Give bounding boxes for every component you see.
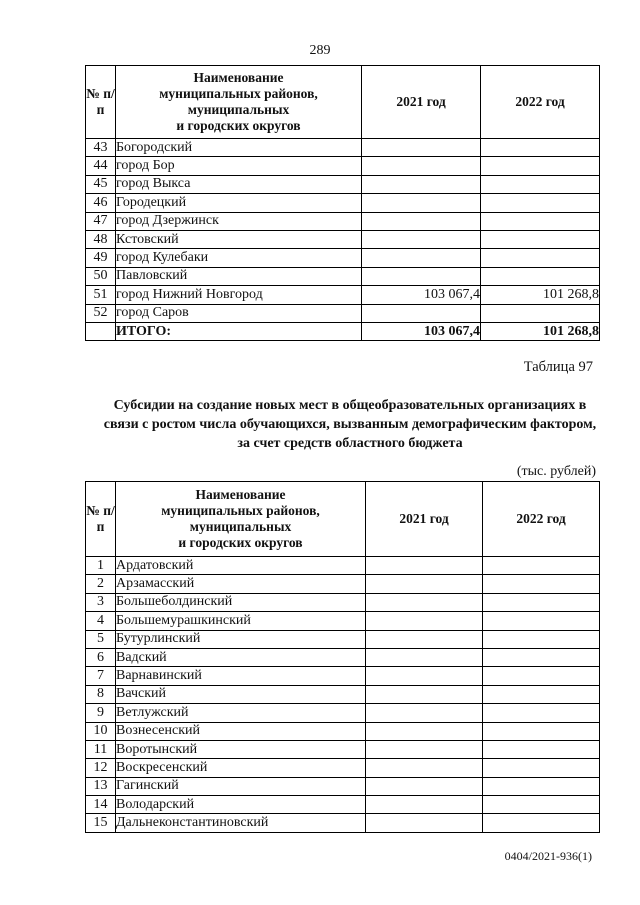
table-row: [86, 304, 600, 322]
value-2021: [362, 267, 481, 285]
municipality-name: город Выкса: [116, 175, 362, 193]
table-row: [86, 777, 600, 795]
row-number: 13: [86, 777, 116, 795]
table-row: [86, 157, 600, 175]
table-municipal-totals: [85, 65, 600, 341]
value-2021: [366, 575, 483, 593]
row-number: 45: [86, 175, 116, 193]
value-2021: [362, 249, 481, 267]
row-number: 43: [86, 139, 116, 157]
row-number: 50: [86, 267, 116, 285]
value-2022: [481, 304, 600, 322]
value-2022: [481, 249, 600, 267]
municipality-name: Большеболдинский: [116, 593, 366, 611]
value-2022: [481, 194, 600, 212]
row-number: 4: [86, 612, 116, 630]
units-label: (тыс. рублей): [516, 464, 596, 479]
row-number: 52: [86, 304, 116, 322]
table-header: [86, 482, 600, 557]
value-2021: [366, 740, 483, 758]
value-2021: [362, 157, 481, 175]
row-number: 49: [86, 249, 116, 267]
municipality-name: Гагинский: [116, 777, 366, 795]
table-subsidies: [85, 481, 600, 833]
table-header: [86, 66, 600, 139]
table-row: [86, 814, 600, 832]
table-total-row: [86, 322, 600, 340]
value-2021: [362, 230, 481, 248]
table-row: [86, 648, 600, 666]
value-2022: [483, 630, 600, 648]
value-2021: [366, 722, 483, 740]
municipality-name: Кстовский: [116, 230, 362, 248]
value-2022: [483, 814, 600, 832]
value-2022: [483, 704, 600, 722]
value-2021: [366, 667, 483, 685]
table-row: [86, 139, 600, 157]
municipality-name: Ардатовский: [116, 557, 366, 575]
value-2022: [483, 667, 600, 685]
municipality-name: Бутурлинский: [116, 630, 366, 648]
table-row: [86, 759, 600, 777]
value-2021: [362, 304, 481, 322]
col-header-name: Наименование муниципальных районов, муниципальных и городских округов: [116, 66, 362, 139]
table-row: [86, 194, 600, 212]
table-row: [86, 249, 600, 267]
total-2022: 101 268,8: [481, 322, 600, 340]
value-2021: [362, 212, 481, 230]
col-header-name: Наименование муниципальных районов, муниципальных и городских округов: [116, 482, 366, 557]
value-2022: [483, 759, 600, 777]
municipality-name: Ветлужский: [116, 704, 366, 722]
total-label: ИТОГО:: [116, 322, 362, 340]
table-row: [86, 740, 600, 758]
municipality-name: Воскресенский: [116, 759, 366, 777]
municipality-name: город Дзержинск: [116, 212, 362, 230]
municipality-name: Городецкий: [116, 194, 362, 212]
total-num-cell: [86, 322, 116, 340]
row-number: 6: [86, 648, 116, 666]
value-2021: [366, 630, 483, 648]
value-2022: [483, 593, 600, 611]
row-number: 51: [86, 286, 116, 304]
value-2022: [481, 157, 600, 175]
value-2022: 101 268,8: [481, 286, 600, 304]
value-2021: [366, 612, 483, 630]
municipality-name: Вознесенский: [116, 722, 366, 740]
row-number: 10: [86, 722, 116, 740]
table-row: [86, 557, 600, 575]
table-row: [86, 630, 600, 648]
municipality-name: Павловский: [116, 267, 362, 285]
municipality-name: Вачский: [116, 685, 366, 703]
table-row: [86, 796, 600, 814]
row-number: 11: [86, 740, 116, 758]
value-2022: [483, 777, 600, 795]
row-number: 3: [86, 593, 116, 611]
row-number: 2: [86, 575, 116, 593]
row-number: 12: [86, 759, 116, 777]
value-2022: [483, 557, 600, 575]
municipality-name: город Саров: [116, 304, 362, 322]
value-2022: [483, 796, 600, 814]
municipality-name: Варнавинский: [116, 667, 366, 685]
value-2022: [483, 685, 600, 703]
row-number: 8: [86, 685, 116, 703]
value-2021: [366, 557, 483, 575]
table-row: [86, 267, 600, 285]
total-2021: 103 067,4: [362, 322, 481, 340]
col-header-2022: 2022 год: [481, 66, 600, 139]
municipality-name: город Кулебаки: [116, 249, 362, 267]
value-2021: [366, 704, 483, 722]
table-row: [86, 722, 600, 740]
col-header-2022: 2022 год: [483, 482, 600, 557]
table-row: [86, 593, 600, 611]
table-title: Субсидии на создание новых мест в общеобразовательных организациях в связи с ростом числа обучающихся, вызванным демографическим фактором, за счет средств областного бюджета: [103, 398, 597, 451]
value-2022: [481, 212, 600, 230]
document-code: 0404/2021-936(1): [504, 849, 592, 863]
table-row: [86, 704, 600, 722]
municipality-name: Арзамасский: [116, 575, 366, 593]
table-row: [86, 286, 600, 304]
row-number: 46: [86, 194, 116, 212]
value-2022: [483, 612, 600, 630]
value-2021: [366, 759, 483, 777]
row-number: 7: [86, 667, 116, 685]
value-2022: [483, 740, 600, 758]
table-row: [86, 685, 600, 703]
value-2022: [481, 267, 600, 285]
value-2021: [366, 648, 483, 666]
municipality-name: город Нижний Новгород: [116, 286, 362, 304]
row-number: 1: [86, 557, 116, 575]
table-row: [86, 175, 600, 193]
value-2021: [366, 796, 483, 814]
row-number: 48: [86, 230, 116, 248]
value-2021: [366, 593, 483, 611]
col-header-num: № п/п: [86, 482, 116, 557]
value-2021: [362, 194, 481, 212]
col-header-2021: 2021 год: [366, 482, 483, 557]
value-2021: [366, 685, 483, 703]
municipality-name: город Бор: [116, 157, 362, 175]
municipality-name: Большемурашкинский: [116, 612, 366, 630]
page-number: 289: [309, 43, 331, 58]
value-2022: [483, 722, 600, 740]
value-2021: 103 067,4: [362, 286, 481, 304]
col-header-num: № п/п: [86, 66, 116, 139]
row-number: 5: [86, 630, 116, 648]
value-2022: [481, 139, 600, 157]
table-row: [86, 230, 600, 248]
value-2021: [366, 814, 483, 832]
value-2022: [483, 648, 600, 666]
row-number: 9: [86, 704, 116, 722]
municipality-name: Воротынский: [116, 740, 366, 758]
table-row: [86, 575, 600, 593]
municipality-name: Вадский: [116, 648, 366, 666]
row-number: 15: [86, 814, 116, 832]
value-2021: [362, 139, 481, 157]
table-row: [86, 667, 600, 685]
value-2021: [366, 777, 483, 795]
municipality-name: Дальнеконстантиновский: [116, 814, 366, 832]
municipality-name: Богородский: [116, 139, 362, 157]
row-number: 47: [86, 212, 116, 230]
col-header-2021: 2021 год: [362, 66, 481, 139]
municipality-name: Володарский: [116, 796, 366, 814]
value-2022: [483, 575, 600, 593]
value-2022: [481, 175, 600, 193]
table-row: [86, 612, 600, 630]
table-caption: Таблица 97: [523, 359, 593, 375]
value-2021: [362, 175, 481, 193]
value-2022: [481, 230, 600, 248]
row-number: 14: [86, 796, 116, 814]
row-number: 44: [86, 157, 116, 175]
table-row: [86, 212, 600, 230]
